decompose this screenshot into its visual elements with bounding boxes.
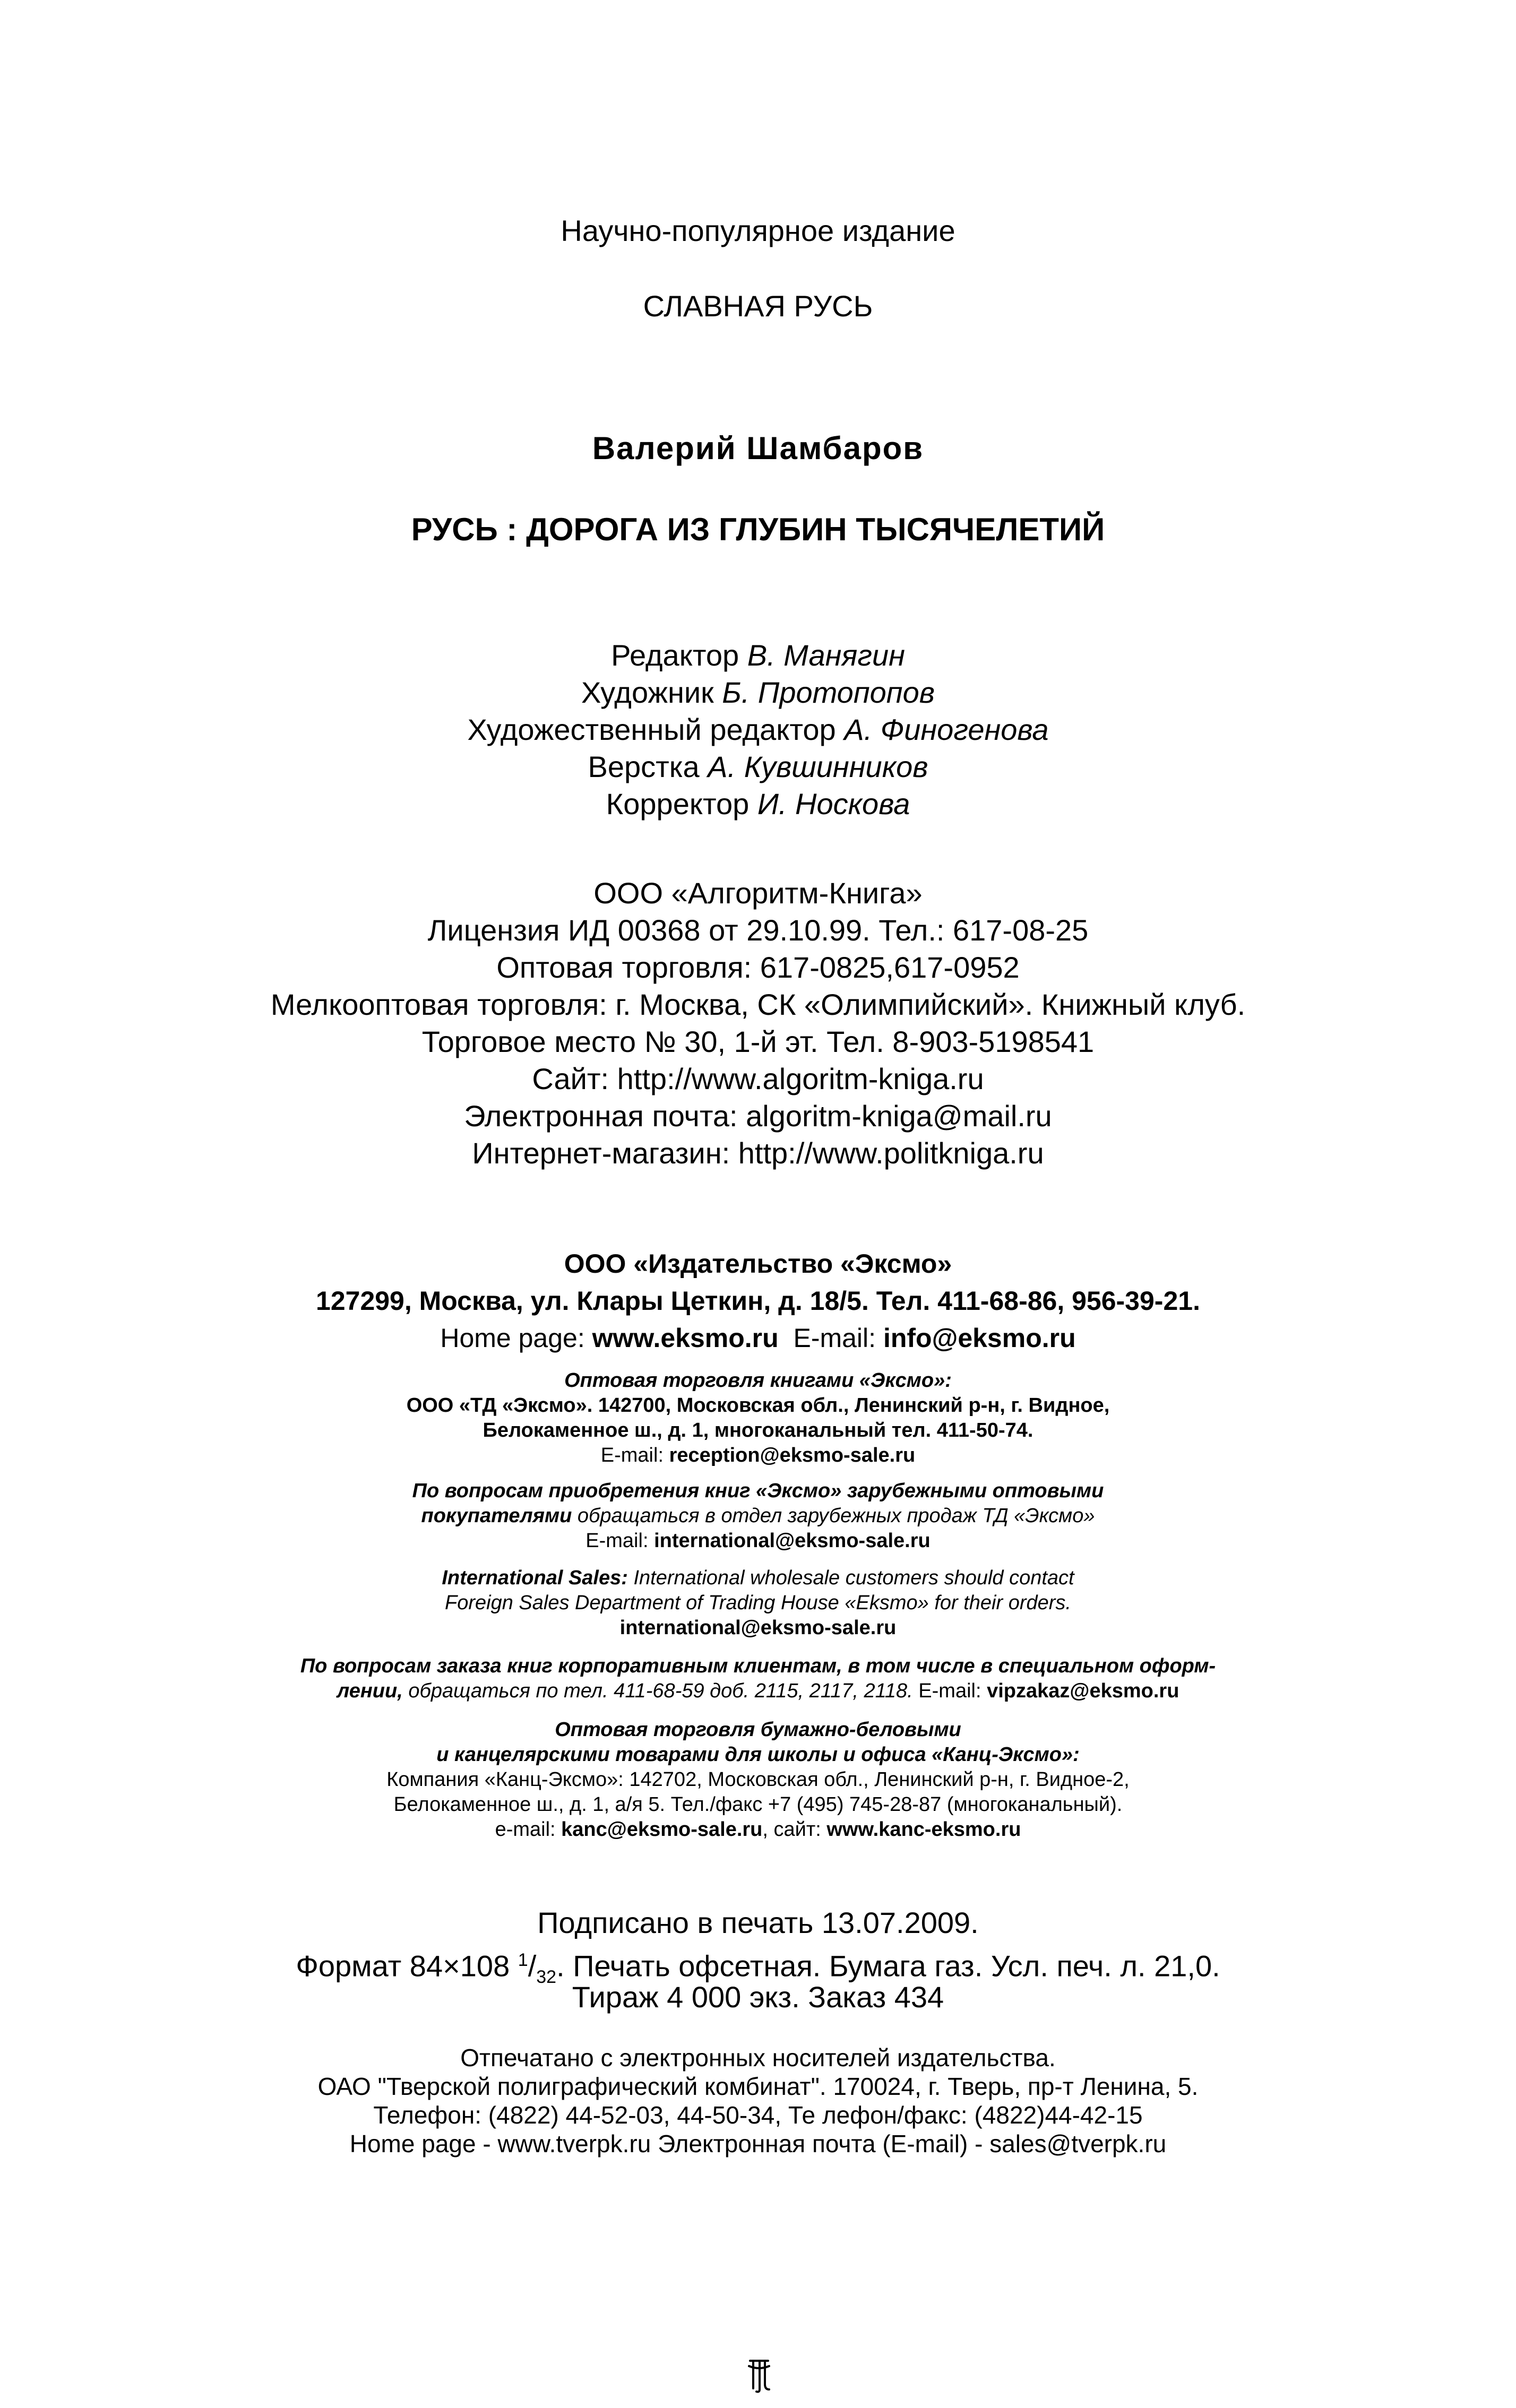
eksmo-home-link: www.eksmo.ru bbox=[592, 1323, 779, 1353]
eksmo-wholesale: Оптовая торговля книгами «Эксмо»: ООО «ТД «Эксмо». 142700, Московская обл., Ленинский р-н, г. Видное, Белокаменное ш., д. 1, многоканальный тел. 411-50-74. E-mail: reception@eksmo-sale.ru bbox=[406, 1369, 1110, 1466]
series-name: СЛАВНАЯ РУСЬ bbox=[643, 289, 873, 323]
credit-line: Редактор В. Манягин bbox=[611, 638, 905, 672]
eksmo-email: info@eksmo.ru bbox=[883, 1323, 1076, 1353]
credit-line: Корректор И. Носкова bbox=[606, 787, 910, 821]
author-name: Валерий Шамбаров bbox=[592, 430, 924, 466]
credit-line: Верстка А. Кувшинников bbox=[588, 750, 928, 783]
credit-line: Художник Б. Протопопов bbox=[581, 676, 935, 709]
book-title: РУСЬ : ДОРОГА ИЗ ГЛУБИН ТЫСЯЧЕЛЕТИЙ bbox=[411, 512, 1105, 547]
credits-block bbox=[0, 637, 1516, 823]
eksmo-stationery: Оптовая торговля бумажно-беловыми и канцелярскими товарами для школы и офиса «Канц-Эксмо»: Компания «Канц-Эксмо»: 142702, Московская обл., Ленинский р-н, г. Видное-2, Белокаменное ш., д. 1, а/я 5. Тел./факс +7 (495) 745-28-87 (многоканальный). e-mail: kanc@eksmo-sale.ru, сайт: www.kanc-eksmo.ru bbox=[386, 1719, 1130, 1841]
credit-line: Художественный редактор А. Финогенова bbox=[467, 713, 1049, 746]
printer-info: Отпечатано с электронных носителей издательства. ОАО "Тверской полиграфический комбинат". 170024, г. Тверь, пр-т Ленина, 5. Телефон: (4822) 44-52-03, 44-50-34, Те лефон/факс: (4822)44-42-15 Home page - www.tverpk.ru Электронная почта (E-mail) - sales@tverpk.ru bbox=[317, 2044, 1199, 2157]
eksmo-foreign: По вопросам приобретения книг «Эксмо» зарубежными оптовыми покупателями обращаться в отдел зарубежных продаж ТД «Эксмо» E-mail: international@eksmo-sale.ru bbox=[412, 1480, 1104, 1552]
publisher-eksmo: ООО «Издательство «Эксмо» 127299, Москва, ул. Клары Цеткин, д. 18/5. Тел. 411-68-86, 956-39-21. Home page: www.eksmo.ru E-mail: info@eksmo.ru bbox=[316, 1249, 1200, 1353]
edition-type: Научно-популярное издание bbox=[561, 214, 955, 247]
eksmo-international: International Sales: International wholesale customers should contact Foreign Sales Department of Trading House «Eksmo» for their orders. international@eksmo-sale.ru bbox=[442, 1567, 1074, 1639]
print-info: Подписано в печать 13.07.2009. Формат 84×108 $^1/_{32}$. Печать офсетная. Бумага газ. Усл. печ. л. 21,0. Тираж 4 000 экз. Заказ 434 bbox=[296, 1906, 1220, 2014]
printer-logo-icon bbox=[746, 2357, 772, 2394]
publisher-algoritm: ООО «Алгоритм-Книга» Лицензия ИД 00368 от 29.10.99. Тел.: 617-08-25 Оптовая торговля: 617-0825,617-0952 Мелкооптовая торговля: г. Москва, СК «Олимпийский». Книжный клуб. Торговое место № 30, 1-й эт. Тел. 8-903-5198541 Сайт: http://www.algoritm-kniga.ru Электронная почта: algoritm-kniga@mail.ru Интернет-магазин: http://www.politkniga.ru bbox=[270, 876, 1246, 1170]
eksmo-corporate: По вопросам заказа книг корпоративным клиентам, в том числе в специальном оформ- лении, обращаться по тел. 411-68-59 доб. 2115, 2117, 2118. E-mail: vipzakaz@eksmo.ru bbox=[300, 1655, 1216, 1702]
